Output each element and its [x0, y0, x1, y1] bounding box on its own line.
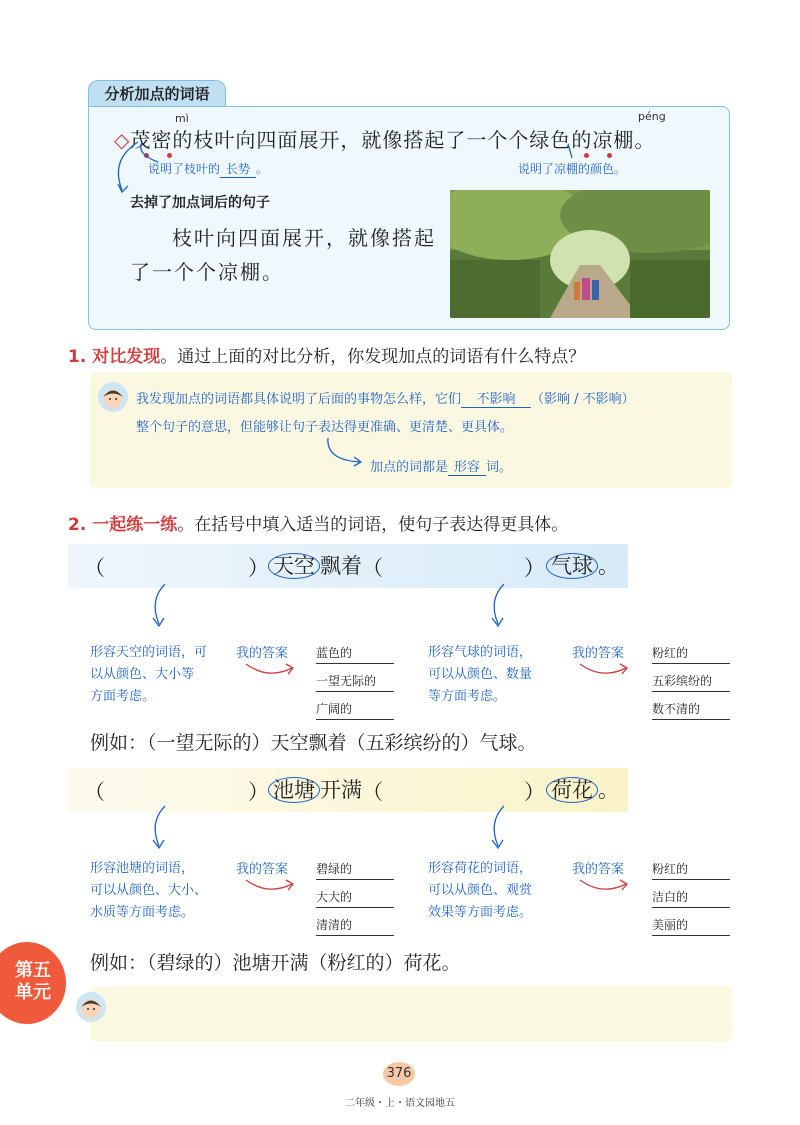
row1-options-left: [316, 644, 394, 720]
row1-hint-left: [90, 642, 207, 708]
option-word: 粉红的: [652, 860, 730, 880]
row2-period: 。: [598, 778, 619, 802]
row2-options-left: [316, 860, 394, 936]
row1-hint-right: [428, 642, 532, 708]
row1-end: [546, 550, 619, 580]
down-arrow-icon: [145, 802, 175, 852]
circled-word-lotus: 荷花: [546, 777, 598, 803]
child-avatar-icon: [96, 380, 130, 414]
hint-line: 以从颜色、大小等: [90, 667, 195, 682]
conclusion-text-b: 词。: [486, 460, 513, 475]
conclusion-blank: 形容: [448, 456, 486, 476]
circled-word-pond: 池塘: [268, 777, 320, 803]
circled-word-balloon: 气球: [546, 553, 598, 579]
row2-hint-right: [428, 858, 532, 924]
row1-open-paren-2: （: [362, 556, 383, 580]
sentence-middle: 的枝叶向四面展开，就像搭起了一个个: [172, 128, 530, 152]
row1-answer-label-right: 我的答案: [572, 646, 625, 661]
row1-options-right: [652, 644, 730, 720]
dotted-word-1: 茂密: [130, 128, 173, 152]
hint-line: 等方面考虑。: [428, 689, 507, 704]
row2-hint-left: [90, 858, 207, 924]
down-arrow-icon: [484, 802, 514, 852]
arrow-icon: [318, 436, 368, 470]
hint-line: 水质等方面考虑。: [90, 905, 195, 920]
hint-line: 形容天空的词语，可: [90, 645, 208, 660]
option-word: 蓝色的: [316, 644, 394, 664]
hint-line: 可以从颜色、观赏: [428, 883, 533, 898]
hint-line: 可以从颜色、大小、: [90, 883, 208, 898]
note-branches: [148, 160, 268, 178]
answer-line-2: 整个句子的意思，但能够让句子表达得更准确、更清楚、更具体。: [136, 420, 514, 435]
question-1: [68, 342, 585, 367]
unit-badge: [0, 942, 66, 1024]
down-arrow-icon: [484, 580, 514, 630]
option-word: 数不清的: [652, 700, 730, 720]
hint-line: 形容荷花的词语，: [428, 861, 533, 876]
q1-dot: 。: [160, 347, 178, 367]
hint-line: 效果等方面考虑。: [428, 905, 533, 920]
option-word: 碧绿的: [316, 860, 394, 880]
sentence-end: 的凉棚。: [571, 128, 656, 152]
hint-line: 形容气球的词语，: [428, 645, 533, 660]
removed-sentence-title: 去掉了加点词后的句子: [130, 195, 270, 211]
answer-choice: （影响 / 不影响）: [531, 392, 635, 407]
answer-arrow-icon: [578, 660, 634, 682]
emphasis-dot: [607, 153, 612, 158]
option-word: 清清的: [316, 916, 394, 936]
q1-text: 通过上面的对比分析，你发现加点的词语有什么特点？: [177, 347, 586, 367]
vine-canopy-photo: [450, 190, 710, 318]
row2-answer-label-right: 我的答案: [572, 862, 625, 877]
option-word: 洁白的: [652, 888, 730, 908]
hint-line: 方面考虑。: [90, 689, 156, 704]
row1-answer-label-left: 我的答案: [236, 646, 289, 661]
conclusion-text-a: 加点的词都是: [370, 460, 449, 475]
option-word: 广阔的: [316, 700, 394, 720]
option-word: 五彩缤纷的: [652, 672, 730, 692]
question-2: [68, 510, 568, 535]
q2-text: 在括号中填入适当的词语，使句子表达得更具体。: [194, 515, 569, 535]
row1-open-paren: （: [84, 556, 105, 580]
note1-end: 。: [256, 162, 269, 176]
section-tab: 分析加点的词语: [88, 80, 226, 107]
option-word: 一望无际的: [316, 672, 394, 692]
row1-close-paren-2: ）: [524, 556, 545, 580]
row2-verb: 开满: [320, 778, 362, 802]
answer-text-a: 我发现加点的词语都具体说明了后面的事物怎么样，它们: [136, 392, 462, 407]
q2-number: 2. 一起练一练: [68, 515, 178, 535]
circled-word-sky: 天空: [268, 553, 320, 579]
removed-sentence-line2: 了一个个凉棚。: [130, 260, 284, 284]
answer-arrow-icon: [244, 876, 300, 898]
unit-badge-line2: 单元: [15, 982, 51, 1003]
footer-text: 二年级・上・语文园地五: [345, 1098, 455, 1109]
option-word: 大大的: [316, 888, 394, 908]
note-canopy-color: 说明了凉棚的颜色。: [518, 162, 627, 176]
hint-line: 形容池塘的词语，: [90, 861, 195, 876]
row1-middle: [268, 550, 362, 580]
tick-mark-icon: [560, 140, 590, 164]
answer-box-2: [90, 986, 732, 1042]
row1-verb: 飘着: [320, 554, 362, 578]
pinyin-mi: mì: [175, 112, 189, 125]
q2-dot: 。: [177, 515, 195, 535]
hint-line: 可以从颜色、数量: [428, 667, 533, 682]
row2-end: [546, 774, 619, 804]
q1-number: 1. 对比发现: [68, 347, 161, 367]
note1-answer: 长势: [220, 160, 256, 178]
pinyin-peng: péng: [638, 110, 666, 123]
option-word: 粉红的: [652, 644, 730, 664]
row2-open-paren: （: [84, 780, 105, 804]
row2-close-paren: ）: [248, 780, 269, 804]
row2-close-paren-2: ）: [524, 780, 545, 804]
answer-arrow-icon: [244, 660, 300, 682]
row2-open-paren-2: （: [362, 780, 383, 804]
page-number: 376: [383, 1062, 415, 1086]
conclusion-line: [370, 456, 512, 476]
diamond-icon: ◇: [114, 128, 131, 152]
row2-answer-label-left: 我的答案: [236, 862, 289, 877]
row1-close-paren: ）: [248, 556, 269, 580]
row1-period: 。: [598, 554, 619, 578]
answer-blank: 不影响: [461, 388, 531, 408]
answer-line-1: [136, 388, 635, 408]
down-arrow-icon: [145, 580, 175, 630]
row2-middle: [268, 774, 362, 804]
dotted-word-2: 绿色: [529, 128, 572, 152]
unit-badge-line1: 第五: [15, 960, 51, 981]
row1-example: 例如：（一望无际的）天空飘着（五彩缤纷的）气球。: [90, 732, 537, 754]
removed-sentence-line1: 枝叶向四面展开，就像搭起: [172, 226, 436, 250]
note1-prefix: 说明了枝叶的: [148, 162, 221, 176]
option-word: 美丽的: [652, 916, 730, 936]
row2-options-right: [652, 860, 730, 936]
child-avatar-icon: [74, 990, 108, 1024]
answer-arrow-icon: [578, 876, 634, 898]
row2-example: 例如：（碧绿的）池塘开满（粉红的）荷花。: [90, 952, 461, 974]
